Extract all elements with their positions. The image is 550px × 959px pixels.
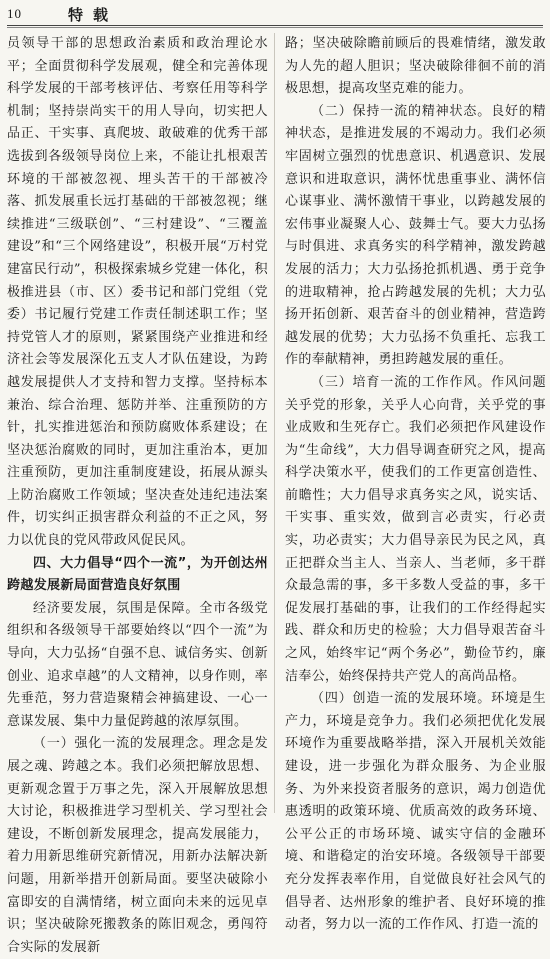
right-paragraph-4: （四）创造一流的发展环境。环境是生产力，环境是竞争力。我们必须把优化发展环境作为重要战略举措，深入开展机关效能建设，进一步强化为群众服务、为企业服务、为外来投资者服务的意识，竭力创造优惠透明的政策环境、优质高效的政务环境、公平公正的市场环境、诚实守信的金融环境、和谐稳定的治安环境。各级领导干部要充分发挥表率作用，自觉做良好社会风气的倡导者、达州形象的维护者、良好环境的推动者，努力以一流的工作作风、打造一流的 bbox=[285, 691, 546, 933]
section-tag: 特载 bbox=[68, 6, 119, 24]
column-divider bbox=[274, 33, 275, 813]
section-heading: 四、大力倡导“四个一流”，为开创达州跨越发展新局面营造良好氛围 bbox=[7, 555, 268, 594]
left-paragraph-2: 经济要发展，氛围是保障。全市各级党组织和各级领导干部要始终以“四个一流”为导向，大力弘扬“自强不息、诚信务实、创新创业、追求卓越”的人文精神，以身作则，率先垂范，努力营造聚精会神搞建设、一心一意谋发展、集中力量促跨越的浓厚氛围。 bbox=[7, 600, 268, 729]
left-column bbox=[7, 33, 268, 955]
right-paragraph-2: （二）保持一流的精神状态。良好的精神状态，是推进发展的不竭动力。我们必须牢固树立强烈的忧患意识、机遇意识、发展意识和进取意识，满怀忧患重事业、满怀信心谋事业、满怀激情干事业，以跨越发展的宏伟事业凝聚人心、鼓舞士气。要大力弘扬与时俱进、求真务实的科学精神，激发跨越发展的活力；大力弘扬抢抓机遇、勇于竞争的进取精神，抢占跨越发展的先机；大力弘扬开拓创新、艰苦奋斗的创业精神，营造跨越发展的优势；大力弘扬不负重托、忘我工作的奉献精神，勇担跨越发展的重任。 bbox=[285, 103, 546, 368]
left-paragraph-1: 员领导干部的思想政治素质和政治理论水平；全面贯彻科学发展观，健全和完善体现科学发展的干部考核评估、考察任用等科学机制；坚持崇尚实干的用人导向，切实把人品正、干实事、真爬坡、敢破难的优秀干部选拔到各级领导岗位上来，不能让扎根艰苦环境的干部被忽视、埋头苦干的干部被冷落、抓发展重长远打基础的干部被忽视；继续推进“三级联创”、“三村建设”、“三覆盖建设”和“三个网络建设”，积极开展“万村党建富民行动”，积极探索城乡党建一体化，积极推进县（市、区）委书记和部门党组（党委）书记履行党建工作责任制述职工作；坚持党管人才的原则，紧紧围绕产业推进和经济社会等发展深化五支人才队伍建设，为跨越发展提供人才支持和智力支撑。坚持标本兼治、综合治理、惩防并举、注重预防的方针，扎实推进惩治和预防腐败体系建设；在坚决惩治腐败的同时，更加注重治本，更加注重预防，更加注重制度建设，拓展从源头上防治腐败工作领域；坚决查处违纪违法案件，切实纠正损害群众利益的不正之风，努力以优良的党风带政风促民风。 bbox=[7, 36, 268, 549]
page-number: 10 bbox=[7, 6, 22, 21]
page-header bbox=[0, 0, 550, 26]
left-paragraph-3: （一）强化一流的发展理念。理念是发展之魂、跨越之本。我们必须把解放思想、更新观念置于万事之先，深入开展解放思想大讨论，积极推进学习型机关、学习型社会建设，不断创新发展理念，提高发展能力，着力用新思维研究新情况，用新办法解决新问题，用新举措开创新局面。要坚决破除小富即安的自满情绪，树立面向未来的远见卓识；坚决破除死搬教条的陈旧观念，勇闯符合实际的发展新 bbox=[7, 736, 268, 955]
right-column bbox=[285, 33, 546, 933]
header-rule bbox=[7, 25, 543, 26]
right-paragraph-3: （三）培育一流的工作作风。作风问题关乎党的形象，关乎人心向背，关乎党的事业成败和生死存亡。我们必须把作风建设作为“生命线”，大力倡导调查研究之风，提高科学决策水平，使我们的工作更富创造性、前瞻性；大力倡导求真务实之风，说实话、干实事、重实效，做到言必责实，行必责实，功必责实；大力倡导亲民为民之风，真正把群众当主人、当亲人、当老师，多干群众最急需的事，多干多数人受益的事，多干促发展打基础的事，让我们的工作经得起实践、群众和历史的检验；大力倡导艰苦奋斗之风，始终牢记“两个务必”，勤俭节约，廉洁奉公，始终保持共产党人的高尚品格。 bbox=[285, 374, 546, 684]
header-rule-thin bbox=[7, 27, 543, 28]
right-paragraph-1: 路；坚决破除瞻前顾后的畏难情绪，激发敢为人先的超人胆识；坚决破除徘徊不前的消极思想，提高攻坚克难的能力。 bbox=[285, 36, 546, 97]
